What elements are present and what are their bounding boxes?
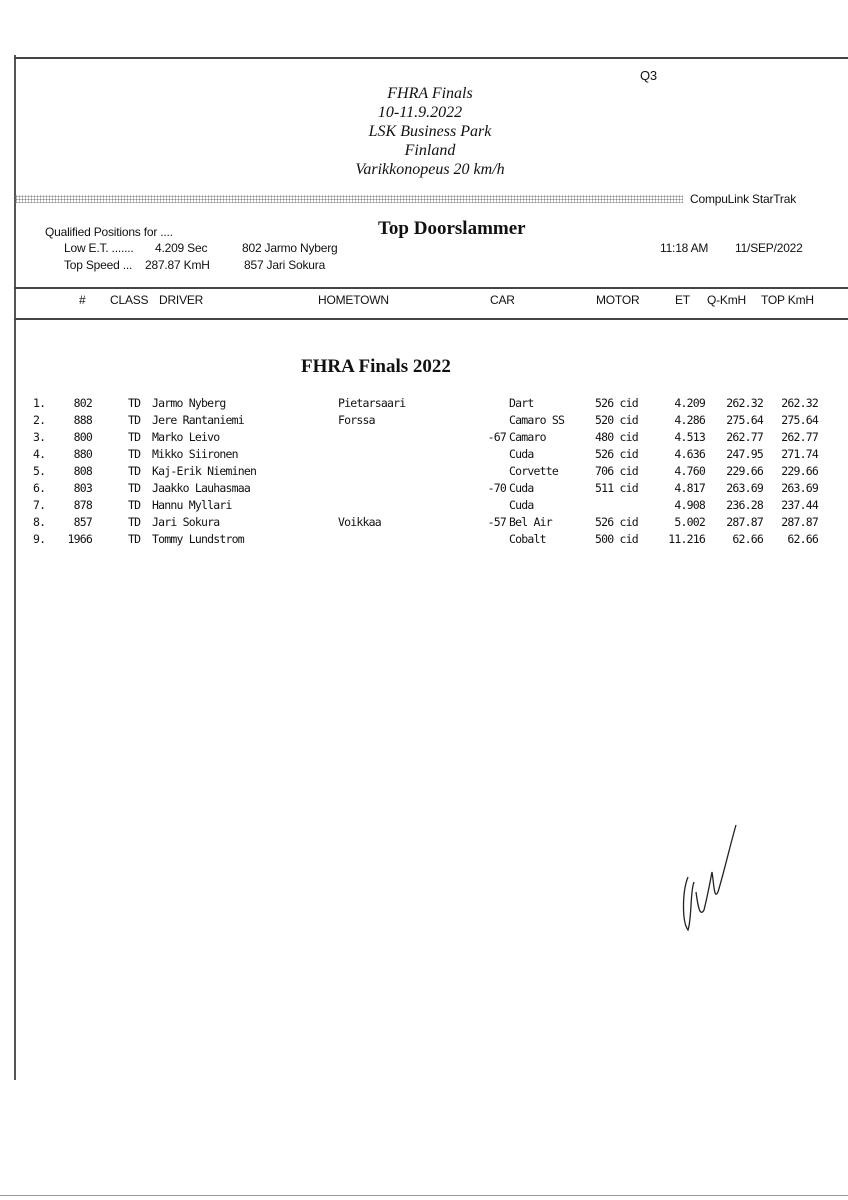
- left-border: [14, 55, 16, 1080]
- row-motor: 526 cid: [595, 447, 638, 461]
- top-speed-value: 287.87 KmH: [145, 258, 210, 272]
- row-car-number: 857: [73, 515, 92, 529]
- report-time: 11:18 AM: [660, 241, 709, 255]
- row-et: 4.209: [674, 396, 705, 410]
- row-driver: Jarmo Nyberg: [152, 396, 226, 410]
- row-top-speed: 287.87: [781, 515, 818, 529]
- row-car-number: 803: [73, 481, 92, 495]
- header-rule-bottom: [14, 318, 848, 320]
- row-class: TD: [128, 464, 141, 478]
- row-position: 5.: [33, 464, 46, 478]
- row-position: 6.: [33, 481, 46, 495]
- col-header-car: CAR: [490, 293, 515, 307]
- row-driver: Jere Rantaniemi: [152, 413, 244, 427]
- low-et-value: 4.209 Sec: [155, 241, 208, 255]
- row-car-number: 800: [73, 430, 92, 444]
- row-car-number: 878: [73, 498, 92, 512]
- row-position: 2.: [33, 413, 46, 427]
- row-car: Corvette: [509, 464, 558, 478]
- row-car-number: 802: [73, 396, 92, 410]
- row-car: Cuda: [509, 481, 534, 495]
- row-driver: Hannu Myllari: [152, 498, 232, 512]
- event-name: FHRA Finals: [387, 85, 473, 102]
- row-top-speed: 229.66: [781, 464, 818, 478]
- row-top-speed: 263.69: [781, 481, 818, 495]
- row-qkmh: 229.66: [726, 464, 763, 478]
- report-date: 11/SEP/2022: [735, 241, 803, 255]
- row-motor: 480 cid: [595, 430, 638, 444]
- dotted-separator: [15, 195, 683, 203]
- row-position: 7.: [33, 498, 46, 512]
- row-et: 5.002: [674, 515, 705, 529]
- row-motor: 526 cid: [595, 515, 638, 529]
- row-car: Dart: [509, 396, 534, 410]
- row-car: Cobalt: [509, 532, 546, 546]
- row-position: 3.: [33, 430, 46, 444]
- row-qkmh: 262.77: [726, 430, 763, 444]
- event-venue: LSK Business Park: [368, 123, 492, 140]
- bottom-edge: [0, 1195, 848, 1196]
- row-top-speed: 271.74: [781, 447, 818, 461]
- row-driver: Jari Sokura: [152, 515, 220, 529]
- software-label: CompuLink StarTrak: [690, 192, 796, 206]
- top-rule: [14, 57, 848, 59]
- section-title: FHRA Finals 2022: [301, 356, 451, 377]
- row-hometown: Pietarsaari: [338, 396, 406, 410]
- row-et: 4.760: [674, 464, 705, 478]
- row-car: Cuda: [509, 498, 534, 512]
- row-qkmh: 236.28: [726, 498, 763, 512]
- row-driver: Kaj-Erik Nieminen: [152, 464, 257, 478]
- row-top-speed: 62.66: [787, 532, 818, 546]
- row-driver: Jaakko Lauhasmaa: [152, 481, 250, 495]
- row-motor: 511 cid: [595, 481, 638, 495]
- row-car-number: 808: [73, 464, 92, 478]
- row-hometown: Forssa: [338, 413, 375, 427]
- row-class: TD: [128, 498, 141, 512]
- row-qkmh: 287.87: [726, 515, 763, 529]
- signature: [676, 822, 746, 937]
- row-car-year: -57: [487, 515, 506, 529]
- col-header-top: TOP KmH: [761, 293, 814, 307]
- event-country: Finland: [404, 142, 456, 159]
- col-header-qkmh: Q-KmH: [707, 293, 746, 307]
- row-et: 4.636: [674, 447, 705, 461]
- row-position: 9.: [33, 532, 46, 546]
- row-driver: Mikko Siironen: [152, 447, 238, 461]
- top-speed-holder: 857 Jari Sokura: [244, 258, 326, 272]
- row-position: 4.: [33, 447, 46, 461]
- qualified-label: Qualified Positions for ....: [45, 225, 173, 239]
- row-qkmh: 247.95: [726, 447, 763, 461]
- row-qkmh: 262.32: [726, 396, 763, 410]
- row-qkmh: 275.64: [726, 413, 763, 427]
- row-et: 4.908: [674, 498, 705, 512]
- row-top-speed: 262.32: [781, 396, 818, 410]
- row-car-number: 1966: [67, 532, 92, 546]
- row-class: TD: [128, 413, 141, 427]
- col-header-motor: MOTOR: [596, 293, 640, 307]
- col-header-hometown: HOMETOWN: [318, 293, 389, 307]
- row-car-number: 880: [73, 447, 92, 461]
- row-qkmh: 263.69: [726, 481, 763, 495]
- row-qkmh: 62.66: [732, 532, 763, 546]
- row-driver: Marko Leivo: [152, 430, 220, 444]
- col-header-class: CLASS: [110, 293, 149, 307]
- header-rule-top: [14, 287, 848, 289]
- row-car-year: -67: [487, 430, 506, 444]
- row-et: 4.513: [674, 430, 705, 444]
- row-car-number: 888: [73, 413, 92, 427]
- row-class: TD: [128, 430, 141, 444]
- row-motor: 706 cid: [595, 464, 638, 478]
- row-et: 4.286: [674, 413, 705, 427]
- event-pit-speed: Varikkonopeus 20 km/h: [355, 161, 505, 178]
- row-motor: 526 cid: [595, 396, 638, 410]
- low-et-label: Low E.T. .......: [64, 241, 134, 255]
- row-car-year: -70: [487, 481, 506, 495]
- low-et-holder: 802 Jarmo Nyberg: [242, 241, 338, 255]
- row-position: 1.: [33, 396, 46, 410]
- row-position: 8.: [33, 515, 46, 529]
- row-car: Camaro: [509, 430, 546, 444]
- row-class: TD: [128, 532, 141, 546]
- row-car: Cuda: [509, 447, 534, 461]
- row-motor: 500 cid: [595, 532, 638, 546]
- row-et: 11.216: [668, 532, 705, 546]
- class-title: Top Doorslammer: [378, 218, 526, 239]
- row-et: 4.817: [674, 481, 705, 495]
- row-motor: 520 cid: [595, 413, 638, 427]
- event-dates: 10-11.9.2022: [377, 104, 463, 121]
- col-header-driver: DRIVER: [159, 293, 204, 307]
- row-top-speed: 237.44: [781, 498, 818, 512]
- row-class: TD: [128, 515, 141, 529]
- col-header-num: #: [79, 293, 86, 307]
- row-class: TD: [128, 396, 141, 410]
- row-class: TD: [128, 447, 141, 461]
- row-class: TD: [128, 481, 141, 495]
- top-speed-label: Top Speed ...: [64, 258, 133, 272]
- row-hometown: Voikkaa: [338, 515, 381, 529]
- row-car: Bel Air: [509, 515, 552, 529]
- row-top-speed: 262.77: [781, 430, 818, 444]
- row-driver: Tommy Lundstrom: [152, 532, 244, 546]
- event-header: [300, 84, 560, 179]
- row-top-speed: 275.64: [781, 413, 818, 427]
- col-header-et: ET: [675, 293, 690, 307]
- row-car: Camaro SS: [509, 413, 565, 427]
- round-label: Q3: [640, 68, 657, 83]
